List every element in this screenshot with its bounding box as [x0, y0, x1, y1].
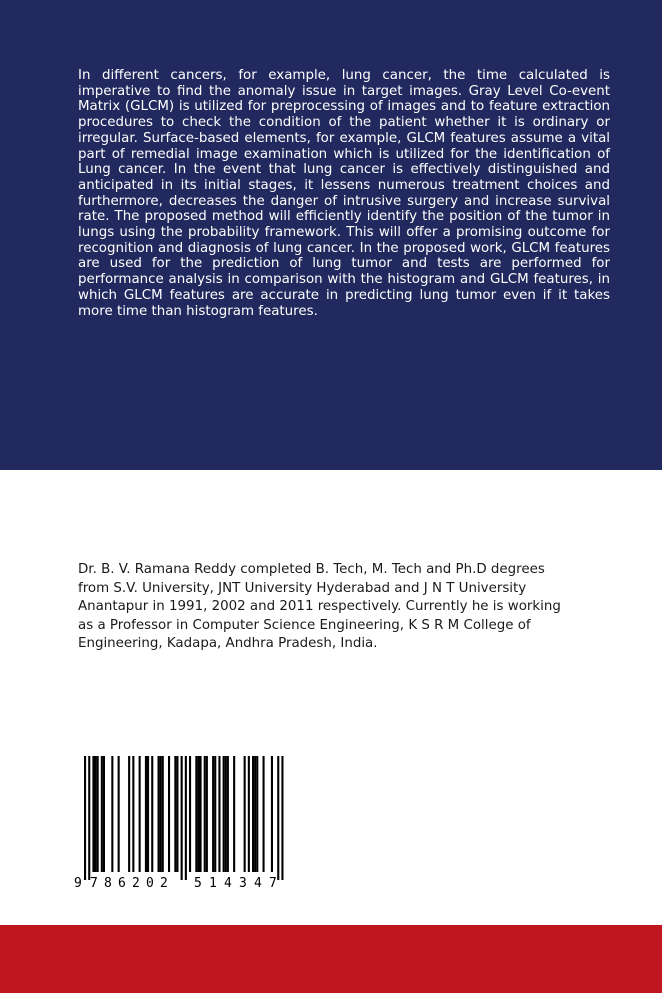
barcode-bar — [174, 756, 176, 872]
barcode-bar — [95, 756, 97, 872]
isbn-digit: 2 — [160, 876, 168, 891]
barcode-bar — [277, 756, 279, 880]
barcode-bar — [212, 756, 214, 872]
barcode-bar — [225, 756, 227, 872]
barcode-bar — [132, 756, 134, 872]
barcode-bar — [254, 756, 256, 872]
barcode-bar — [111, 756, 113, 872]
barcode-bar — [128, 756, 130, 872]
isbn-digit: 8 — [104, 876, 112, 891]
isbn-digit: 4 — [254, 876, 262, 891]
barcode-bar — [244, 756, 246, 872]
isbn-barcode — [72, 756, 308, 892]
synopsis-text: In different cancers, for example, lung cancer, the time calculated is imperative to find the anomaly issue in target images. Gray Level Co-event Matrix (GLCM) is utilized for preprocessing of images and to feature extraction procedures to check the condition of the patient whether it is ordinary or irregular. Surface-based elements, for example, GLCM features assume a vital part of remedial image examination which is utilized for the identification of Lung cancer. In the event that lung cancer is effectively distinguished and anticipated in its initial stages, it lessens numerous treatment choices and furthermore, decreases the danger of intrusive surgery and increase survival rate. The proposed method will efficiently identify the position of the tumor in lungs using the probability framework. This will offer a promising outcome for recognition and diagnosis of lung cancer. In the proposed work, GLCM features are used for the prediction of lung tumor and tests are performed for performance analysis in comparison with the histogram and GLCM features, in which GLCM features are accurate in predicting lung tumor even if it takes more time than histogram features. — [78, 68, 610, 319]
barcode-bar — [281, 756, 283, 880]
barcode-bar — [185, 756, 187, 880]
barcode-bar — [84, 756, 86, 880]
isbn-digit: 5 — [194, 876, 202, 891]
barcode-bar — [263, 756, 265, 872]
barcode-bar — [214, 756, 216, 872]
barcode-bar — [97, 756, 99, 872]
barcode-bar — [118, 756, 120, 872]
barcode-bar — [200, 756, 202, 872]
isbn-digit: 9 — [74, 876, 82, 891]
barcode-bar — [151, 756, 153, 872]
barcode-bar — [233, 756, 235, 872]
barcode-bar — [160, 756, 162, 872]
barcode-bar — [227, 756, 229, 872]
barcode-bar — [158, 756, 160, 872]
barcode-bar — [256, 756, 258, 872]
barcode-bar — [218, 756, 220, 872]
barcode-bar — [168, 756, 170, 872]
isbn-digit: 0 — [146, 876, 154, 891]
barcode-bar — [145, 756, 147, 872]
barcode-bar — [223, 756, 225, 872]
barcode-bars — [84, 756, 284, 880]
barcode-bar — [252, 756, 254, 872]
isbn-digit: 2 — [132, 876, 140, 891]
isbn-digit: 4 — [224, 876, 232, 891]
barcode-bar — [147, 756, 149, 872]
barcode-bar — [248, 756, 250, 872]
barcode-bar — [197, 756, 199, 872]
author-bio: Dr. B. V. Ramana Reddy completed B. Tech, M. Tech and Ph.D degrees from S.V. University, JNT University Hyderabad and J N T University Anantapur in 1991, 2002 and 2011 respectively. Currently he is working as a Professor in Computer Science Engineering, K S R M College of Engineering, Kadapa, Andhra Pradesh, India. — [78, 562, 561, 652]
isbn-digit: 1 — [209, 876, 217, 891]
barcode-bar — [204, 756, 206, 872]
barcode-bar — [162, 756, 164, 872]
barcode-bar — [176, 756, 178, 872]
barcode-bar — [139, 756, 141, 872]
barcode-bar — [181, 756, 183, 880]
barcode-graphic — [72, 756, 308, 892]
isbn-digits — [74, 876, 277, 891]
bottom-band — [0, 925, 662, 993]
barcode-bar — [195, 756, 197, 872]
isbn-digit: 3 — [239, 876, 247, 891]
barcode-bar — [189, 756, 191, 872]
barcode-bar — [271, 756, 273, 872]
isbn-digit: 6 — [118, 876, 126, 891]
isbn-digit: 7 — [90, 876, 98, 891]
isbn-digit: 7 — [269, 876, 277, 891]
barcode-bar — [101, 756, 103, 872]
barcode-bar — [88, 756, 90, 880]
barcode-bar — [92, 756, 94, 872]
barcode-bar — [103, 756, 105, 872]
barcode-bar — [206, 756, 208, 872]
